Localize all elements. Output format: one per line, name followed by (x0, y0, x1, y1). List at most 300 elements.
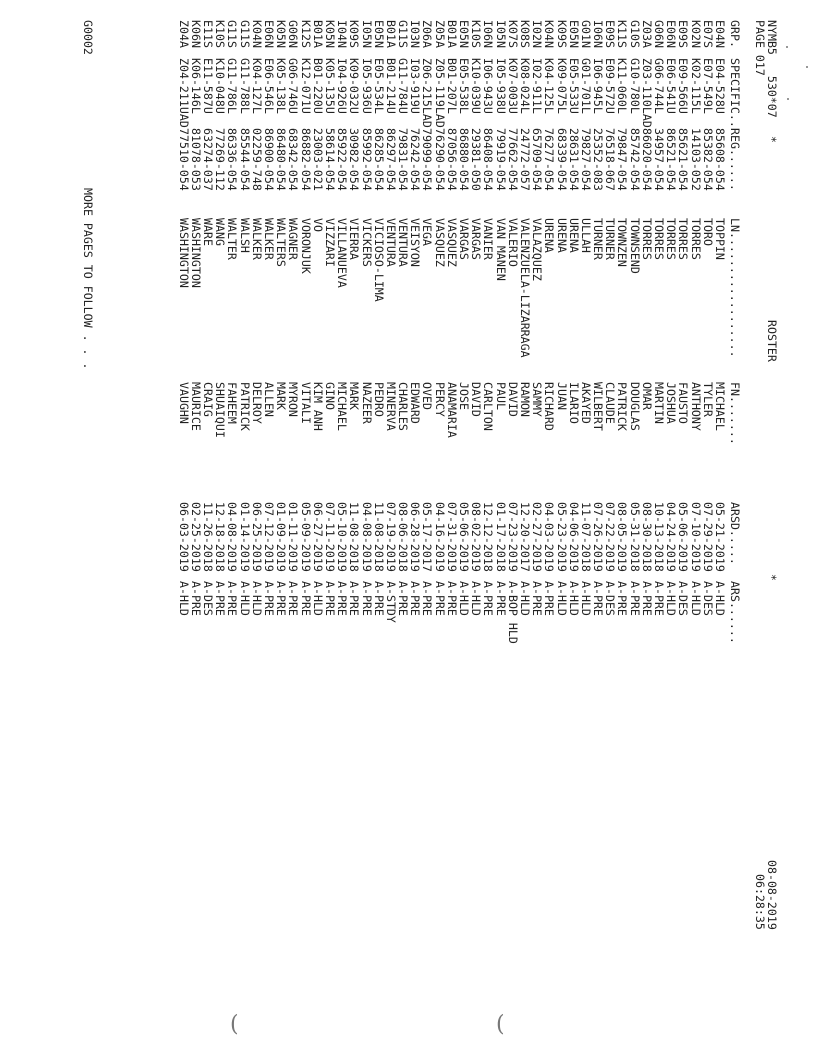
cell-ln: VEISYON (408, 218, 423, 267)
cell-ln: VAN MANEN (493, 218, 508, 281)
cell-arsd: 08-05-2019 (615, 502, 630, 572)
cell-ln: VICKERS (359, 218, 374, 267)
cell-reg: 79919-054 (493, 128, 508, 191)
cell-ln: TORRES (652, 218, 667, 260)
cell-ars: A-PRE (408, 581, 423, 616)
cell-arsd: 06-27-2019 (310, 502, 325, 572)
cell-grp: E11S (201, 20, 216, 48)
cell-ln: TURNER (591, 218, 606, 260)
cell-grp: G11S (396, 20, 411, 48)
cell-ars: A-DES (603, 581, 618, 616)
cell-arsd: 04-08-2019 (359, 502, 374, 572)
column-header-fn: FN....... (728, 382, 742, 445)
cell-spec: G06-746U (286, 58, 301, 114)
cell-fn: CRAIG (201, 382, 216, 417)
cell-arsd: 11-07-2018 (578, 502, 593, 572)
report-title: ROSTER (765, 320, 779, 362)
cell-grp: G06N (286, 20, 301, 48)
cell-grp: K10S (213, 20, 228, 48)
cell-grp: I04N (335, 20, 350, 48)
column-header-ars: ARS...... (728, 581, 742, 644)
cell-spec: G11-788L (237, 58, 252, 114)
cell-ars: A-PRE (639, 581, 654, 616)
cell-spec: I05-936U (359, 58, 374, 114)
cell-fn: PAUL (493, 382, 508, 410)
cell-ln: TORRES (639, 218, 654, 260)
cell-grp: I06N (481, 20, 496, 48)
cell-fn: DELROY (249, 382, 264, 424)
cell-reg: 30982-054 (347, 128, 362, 191)
cell-spec: K04-127L (249, 58, 264, 114)
cell-spec: G11-784U (396, 58, 411, 114)
cell-spec: B01-207L (444, 58, 459, 114)
cell-ars: A-DES (201, 581, 216, 616)
cell-ars: A-DES (700, 581, 715, 616)
cell-ln: WALTER (225, 218, 240, 260)
cell-grp: K07S (505, 20, 520, 48)
cell-fn: ILARIO (566, 382, 581, 424)
cell-reg: 68342-054 (286, 128, 301, 191)
cell-spec: E05-534L (371, 58, 386, 114)
cell-arsd: 07-26-2019 (591, 502, 606, 572)
cell-ars: A-PRE (652, 581, 667, 616)
cell-grp: Z04A (176, 20, 191, 48)
cell-ln: TORO (700, 218, 715, 246)
cell-arsd: 07-12-2019 (262, 502, 277, 572)
cell-spec: K05-138L (274, 58, 289, 114)
cell-ln: TORRES (688, 218, 703, 260)
cell-arsd: 07-11-2019 (323, 502, 337, 572)
cell-reg: 77269-112 (213, 128, 228, 191)
cell-ars: A-PRE (262, 581, 277, 616)
column-header-grp: GRP. (728, 20, 742, 48)
cell-grp: E06N (664, 20, 679, 48)
cell-grp: K04N (249, 20, 264, 48)
cell-ars: A-HLD (176, 581, 191, 616)
cell-reg: 63274-037 (201, 128, 216, 191)
cell-spec: Z06-215LAD (420, 58, 435, 128)
cell-reg: 77662-054 (505, 128, 520, 191)
cell-ars: A-PRE (493, 581, 508, 616)
cell-arsd: 04-08-2019 (225, 502, 240, 572)
cell-ars: A-PRE (481, 581, 496, 616)
cell-reg: 77510-054 (176, 128, 191, 191)
cell-ars: A-PRE (371, 581, 386, 616)
cell-grp: K10S (469, 20, 484, 48)
cell-fn: DOUGLAS (627, 382, 642, 431)
cell-spec: B01-214U (383, 58, 398, 114)
cell-spec: K10-048U (213, 58, 228, 114)
cell-ln: VANIER (481, 218, 496, 260)
cell-fn: ANTHONY (688, 382, 703, 431)
cell-fn: MARTIN (652, 382, 667, 424)
cell-grp: K05N (274, 20, 289, 48)
cell-spec: I06-943U (481, 58, 496, 114)
cell-ln: VIERRA (347, 218, 362, 260)
page-number: PAGE 017 (753, 20, 767, 76)
cell-reg: 34957-054 (652, 128, 667, 191)
cell-ars: A-PRE (359, 581, 374, 616)
cell-reg: 68339-054 (554, 128, 569, 191)
cell-fn: DAVID (505, 382, 520, 417)
cell-spec: E04-528U (713, 58, 727, 114)
cell-grp: Z03A (639, 20, 654, 48)
cell-ars: A-HLD (518, 581, 532, 616)
cell-ln: VALENZUELA-LIZARRAGA (518, 218, 532, 358)
cell-spec: E11-587U (201, 58, 216, 114)
cell-grp: E05N (566, 20, 581, 48)
cell-arsd: 05-17-2017 (420, 502, 435, 572)
cell-ars: A-PRE (432, 581, 447, 616)
cell-arsd: 01-11-2019 (286, 502, 301, 572)
cell-fn: VAUGHN (176, 382, 191, 424)
cell-reg: 86336-054 (225, 128, 240, 191)
cell-grp: G06N (652, 20, 667, 48)
header-star-right: * (765, 574, 779, 581)
cell-grp: K06N (188, 20, 203, 48)
cell-spec: E06-541U (664, 58, 679, 114)
cell-ln: TURNER (603, 218, 618, 260)
cell-grp: E09S (603, 20, 618, 48)
cell-arsd: 07-23-2019 (505, 502, 520, 572)
column-header-ln: LN.................. (728, 218, 742, 358)
cell-ars: A-PRE (420, 581, 435, 616)
cell-grp: G11S (225, 20, 240, 48)
cell-reg: 79827-054 (578, 128, 593, 191)
cell-grp: K11S (615, 20, 630, 48)
cell-arsd: 05-06-2019 (676, 502, 691, 572)
cell-reg: 86480-054 (274, 128, 289, 191)
cell-fn: PEDRO (371, 382, 386, 417)
cell-arsd: 05-31-2018 (627, 502, 642, 572)
cell-ln: TORRES (676, 218, 691, 260)
cell-spec: K05-135U (323, 58, 337, 114)
cell-ln: VO (310, 218, 325, 232)
scan-speck (786, 46, 788, 48)
cell-ln: VENTURA (383, 218, 398, 267)
cell-ln: TORRES (664, 218, 679, 260)
cell-reg: 29381-050 (469, 128, 484, 191)
cell-ln: WALSH (237, 218, 252, 253)
cell-fn: WILBERT (591, 382, 606, 431)
cell-reg: 79831-054 (396, 128, 411, 191)
cell-ars: A-DES (676, 581, 691, 616)
cell-fn: MAURICE (188, 382, 203, 431)
cell-ars: A-STDY (383, 581, 398, 623)
cell-spec: B01-220U (310, 58, 325, 114)
cell-arsd: 05-09-2019 (298, 502, 313, 572)
cell-spec: I02-911L (530, 58, 545, 114)
cell-arsd: 07-19-2019 (383, 502, 398, 572)
cell-arsd: 08-02-2019 (469, 502, 484, 572)
cell-fn: PATRICK (615, 382, 630, 431)
cell-ars: A-PRE (323, 581, 337, 616)
cell-reg: 58614-054 (323, 128, 337, 191)
cell-grp: I03N (408, 20, 423, 48)
cell-fn: CHARLES (396, 382, 411, 431)
cell-fn: MYRON (286, 382, 301, 417)
cell-arsd: 02-25-2019 (188, 502, 203, 572)
cell-fn: MICHAEL (713, 382, 727, 431)
footer-id: G0002 (81, 20, 95, 55)
cell-arsd: 06-25-2019 (249, 502, 264, 572)
cell-ln: VILLANUEVA (335, 218, 350, 288)
cell-grp: I05N (493, 20, 508, 48)
cell-fn: MARK (274, 382, 289, 410)
cell-spec: I03-919U (408, 58, 423, 114)
cell-ln: WASHINGTON (176, 218, 191, 288)
cell-reg: 76290-054 (432, 128, 447, 191)
cell-arsd: 08-06-2018 (396, 502, 411, 572)
cell-reg: 86880-054 (457, 128, 472, 191)
cell-fn: ANAMARIA (444, 382, 459, 438)
cell-reg: 79099-054 (420, 128, 435, 191)
cell-ln: WAGNER (286, 218, 301, 260)
cell-fn: TYLER (700, 382, 715, 417)
cell-grp: B01A (444, 20, 459, 48)
cell-ln: VICIOSO-LIMA (371, 218, 386, 302)
cell-spec: Z05-119LAD (432, 58, 447, 128)
cell-reg: 14103-052 (688, 128, 703, 191)
cell-spec: I04-926U (335, 58, 350, 114)
cell-arsd: 05-06-2019 (457, 502, 472, 572)
cell-reg: 76518-067 (603, 128, 618, 191)
cell-ln: TOPPIN (713, 218, 727, 260)
cell-arsd: 11-26-2018 (201, 502, 216, 572)
cell-arsd: 04-16-2019 (432, 502, 447, 572)
cell-ln: ULLAH (578, 218, 593, 253)
cell-spec: E05-533U (566, 58, 581, 114)
cell-spec: E09-566U (676, 58, 691, 114)
report-time: 06:28:35 (753, 874, 767, 930)
cell-reg: 86408-054 (481, 128, 496, 191)
cell-fn: OVED (420, 382, 435, 410)
cell-grp: I05N (359, 20, 374, 48)
cell-ars: A-PRE (298, 581, 313, 616)
cell-arsd: 11-08-2018 (347, 502, 362, 572)
cell-fn: MINERVA (383, 382, 398, 431)
cell-reg: 86297-054 (383, 128, 398, 191)
cell-fn: DAVID (469, 382, 484, 417)
cell-reg: 02259-748 (249, 128, 264, 191)
cell-grp: E05N (457, 20, 472, 48)
cell-grp: K12S (298, 20, 313, 48)
cell-fn: SHUAIQUI (213, 382, 228, 438)
cell-reg: 76242-054 (408, 128, 423, 191)
cell-ars: A-HLD (713, 581, 727, 616)
cell-arsd: 07-10-2019 (688, 502, 703, 572)
cell-ars: A-BOP HLD (505, 581, 520, 644)
cell-ars: A-HLD (554, 581, 569, 616)
header-star-left: * (765, 136, 779, 143)
column-header-specific: SPECIFIC.. (728, 58, 742, 128)
cell-ln: VASQUEZ (432, 218, 447, 267)
cell-grp: E07S (700, 20, 715, 48)
cell-spec: K11-060L (615, 58, 630, 114)
cell-spec: E09-572U (603, 58, 618, 114)
cell-ln: VARGAS (469, 218, 484, 260)
cell-spec: K09-032U (347, 58, 362, 114)
cell-fn: CARLTON (481, 382, 496, 431)
cell-arsd: 04-03-2019 (542, 502, 557, 572)
cell-ln: WASHINGTON (188, 218, 203, 288)
cell-ars: A-PRE (335, 581, 350, 616)
cell-ars: A-PRE (274, 581, 289, 616)
cell-spec: K12-071U (298, 58, 313, 114)
cell-spec: K07-003U (505, 58, 520, 114)
cell-ln: VASQUEZ (444, 218, 459, 267)
footer-more-pages: MORE PAGES TO FOLLOW . . . (81, 188, 95, 370)
cell-ln: URENA (542, 218, 557, 253)
cell-ln: URENA (554, 218, 569, 253)
cell-grp: E09S (676, 20, 691, 48)
cell-fn: VITALI (298, 382, 313, 424)
scan-mark-left: ( (230, 1012, 239, 1037)
cell-ars: A-PRE (627, 581, 642, 616)
cell-spec: G01-701L (578, 58, 593, 114)
report-date: 08-08-2019 (765, 860, 779, 930)
cell-spec: K10-039U (469, 58, 484, 114)
cell-ln: WALKER (249, 218, 264, 260)
cell-grp: Z06A (420, 20, 435, 48)
cell-reg: 85992-054 (359, 128, 374, 191)
cell-ln: WARE (201, 218, 216, 246)
cell-arsd: 01-09-2019 (274, 502, 289, 572)
cell-ars: A-HLD (664, 581, 679, 616)
cell-spec: G11-786L (225, 58, 240, 114)
cell-fn: CLAUDE (603, 382, 618, 424)
cell-spec: K09-075L (554, 58, 569, 114)
cell-ars: A-PRE (444, 581, 459, 616)
cell-reg: 85382-054 (700, 128, 715, 191)
cell-ln: TOWNSEND (627, 218, 642, 274)
cell-grp: B01A (310, 20, 325, 48)
cell-arsd: 07-31-2019 (444, 502, 459, 572)
cell-grp: Z05A (432, 20, 447, 48)
cell-spec: Z04-211UAD (176, 58, 191, 128)
cell-arsd: 04-24-2019 (664, 502, 679, 572)
cell-ln: VENTURA (396, 218, 411, 267)
cell-grp: K02N (688, 20, 703, 48)
cell-reg: 85608-054 (713, 128, 727, 191)
cell-reg: 65709-054 (530, 128, 545, 191)
cell-grp: G10S (627, 20, 642, 48)
cell-grp: K09S (554, 20, 569, 48)
cell-ars: A-PRE (530, 581, 545, 616)
cell-fn: ALLEN (262, 382, 277, 417)
cell-ars: A-PRE (347, 581, 362, 616)
cell-reg: 85742-054 (627, 128, 642, 191)
cell-spec: K08-024L (518, 58, 532, 114)
cell-reg: 24772-057 (518, 128, 532, 191)
cell-ars: A-HLD (457, 581, 472, 616)
cell-reg: 81078-053 (188, 128, 203, 191)
cell-fn: PERCY (432, 382, 447, 417)
cell-grp: E05N (371, 20, 386, 48)
cell-arsd: 07-29-2019 (700, 502, 715, 572)
cell-ars: A-HLD (237, 581, 252, 616)
cell-grp: K04N (542, 20, 557, 48)
column-header-arsd: ARSD..... (728, 502, 742, 565)
cell-reg: 86285-054 (371, 128, 386, 191)
cell-ars: A-PRE (225, 581, 240, 616)
cell-ars: A-PRE (396, 581, 411, 616)
cell-fn: PATRICK (237, 382, 252, 431)
scan-speck (787, 98, 789, 100)
cell-ln: WALKER (262, 218, 277, 260)
cell-arsd: 04-06-2019 (566, 502, 581, 572)
cell-arsd: 12-12-2018 (481, 502, 496, 572)
cell-reg: 85922-054 (335, 128, 350, 191)
cell-ars: A-HLD (469, 581, 484, 616)
cell-reg: 86020-054 (639, 128, 654, 191)
cell-spec: G06-744L (652, 58, 667, 114)
cell-grp: G01N (578, 20, 593, 48)
cell-ars: A-PRE (188, 581, 203, 616)
cell-ln: VALERIO (505, 218, 520, 267)
scan-mark-right: ( (496, 1012, 505, 1037)
cell-spec: E06-546L (262, 58, 277, 114)
cell-arsd: 06-03-2019 (176, 502, 191, 572)
cell-reg: 76277-054 (542, 128, 557, 191)
cell-spec: I06-945L (591, 58, 606, 114)
cell-arsd: 06-28-2019 (408, 502, 423, 572)
cell-grp: E04N (713, 20, 727, 48)
cell-ars: A-PRE (615, 581, 630, 616)
cell-arsd: 08-30-2018 (639, 502, 654, 572)
cell-arsd: 12-18-2018 (213, 502, 228, 572)
cell-spec: Z03-110LAD (639, 58, 654, 128)
cell-arsd: 02-27-2019 (530, 502, 545, 572)
cell-fn: MICHAEL (335, 382, 350, 431)
cell-fn: NAZEER (359, 382, 374, 424)
cell-fn: EDWARD (408, 382, 423, 424)
cell-reg: 23003-021 (310, 128, 325, 191)
cell-reg: 86900-054 (262, 128, 277, 191)
cell-fn: RAMON (518, 382, 532, 417)
cell-spec: K06-146L (188, 58, 203, 114)
cell-ars: A-PRE (591, 581, 606, 616)
cell-ars: A-PRE (286, 581, 301, 616)
cell-ars: A-PRE (542, 581, 557, 616)
cell-ln: VALAZQUEZ (530, 218, 545, 281)
cell-ars: A-PRE (213, 581, 228, 616)
cell-grp: I06N (591, 20, 606, 48)
cell-arsd: 01-17-2018 (493, 502, 508, 572)
cell-arsd: 05-10-2019 (335, 502, 350, 572)
cell-grp: I02N (530, 20, 545, 48)
cell-ars: A-HLD (688, 581, 703, 616)
cell-reg: 86882-054 (298, 128, 313, 191)
cell-arsd: 11-08-2018 (371, 502, 386, 572)
cell-spec: I05-938U (493, 58, 508, 114)
cell-fn: JOSE (457, 382, 472, 410)
cell-grp: K08S (518, 20, 532, 48)
cell-ln: VARGAS (457, 218, 472, 260)
cell-fn: MARK (347, 382, 362, 410)
cell-spec: G10-780L (627, 58, 642, 114)
cell-fn: FAUSTO (676, 382, 691, 424)
cell-spec: E07-549L (700, 58, 715, 114)
cell-ln: WANG (213, 218, 228, 246)
cell-fn: RICHARD (542, 382, 557, 431)
report-id: NYMB5 530*07 (765, 20, 779, 118)
cell-reg: 85544-054 (237, 128, 252, 191)
cell-fn: FAHEEM (225, 382, 240, 424)
cell-grp: E06N (262, 20, 277, 48)
cell-arsd: 05-21-2019 (713, 502, 727, 572)
cell-fn: JUAN (554, 382, 569, 410)
